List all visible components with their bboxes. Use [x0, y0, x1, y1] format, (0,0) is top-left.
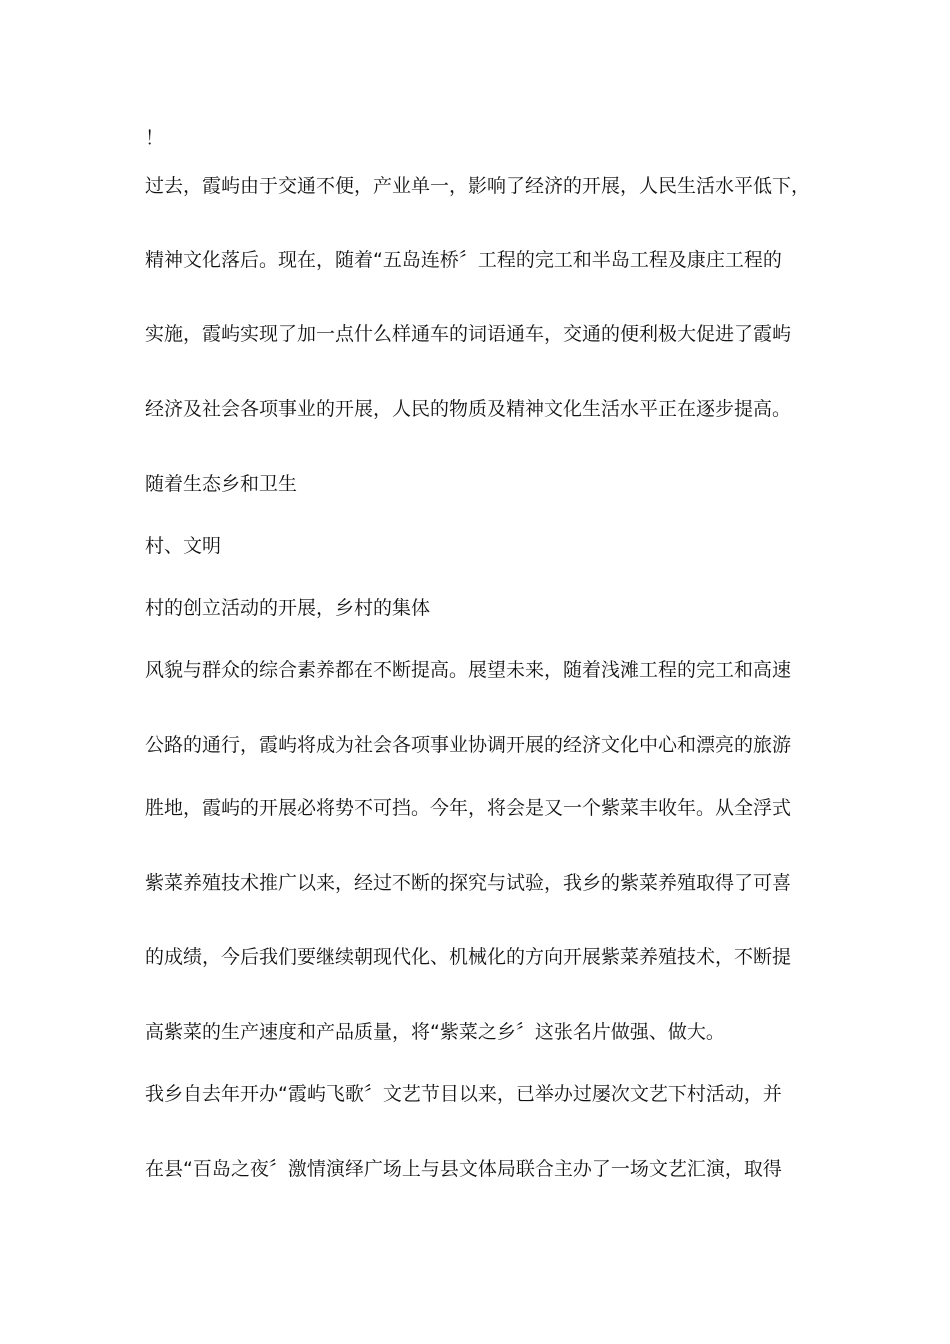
text-line: 我乡自去年开办“霞屿飞歌〞文艺节目以来，已举办过屡次文艺下村活动，并	[145, 1083, 782, 1105]
text-line: 实施，霞屿实现了加一点什么样通车的词语通车，交通的便利极大促进了霞屿	[145, 323, 792, 345]
text-line: 在县“百岛之夜〞激情演绎广场上与县文体局联合主办了一场文艺汇演，取得	[145, 1158, 782, 1180]
text-line: 胜地，霞屿的开展必将势不可挡。今年，将会是又一个紫菜丰收年。从全浮式	[145, 797, 792, 819]
text-line: 村的创立活动的开展，乡村的集体	[145, 597, 431, 619]
text-line: 过去，霞屿由于交通不便，产业单一，影响了经济的开展，人民生活水平低下，	[145, 175, 811, 197]
text-line: 村、文明	[145, 535, 222, 557]
text-line: ！	[145, 127, 165, 149]
text-line: 公路的通行，霞屿将成为社会各项事业协调开展的经济文化中心和漂亮的旅游	[145, 734, 792, 756]
text-line: 风貌与群众的综合素养都在不断提高。展望未来，随着浅滩工程的完工和高速	[145, 659, 792, 681]
text-line: 随着生态乡和卫生	[145, 473, 298, 495]
text-line: 高紫菜的生产速度和产品质量，将“紫菜之乡〞这张名片做强、做大。	[145, 1021, 725, 1043]
text-line: 精神文化落后。现在，随着“五岛连桥〞工程的完工和半岛工程及康庄工程的	[145, 249, 782, 271]
text-line: 紫菜养殖技术推广以来，经过不断的探究与试验，我乡的紫菜养殖取得了可喜	[145, 872, 792, 894]
text-line: 经济及社会各项事业的开展，人民的物质及精神文化生活水平正在逐步提高。	[145, 398, 792, 420]
text-line: 的成绩，今后我们要继续朝现代化、机械化的方向开展紫菜养殖技术，不断提	[145, 946, 792, 968]
